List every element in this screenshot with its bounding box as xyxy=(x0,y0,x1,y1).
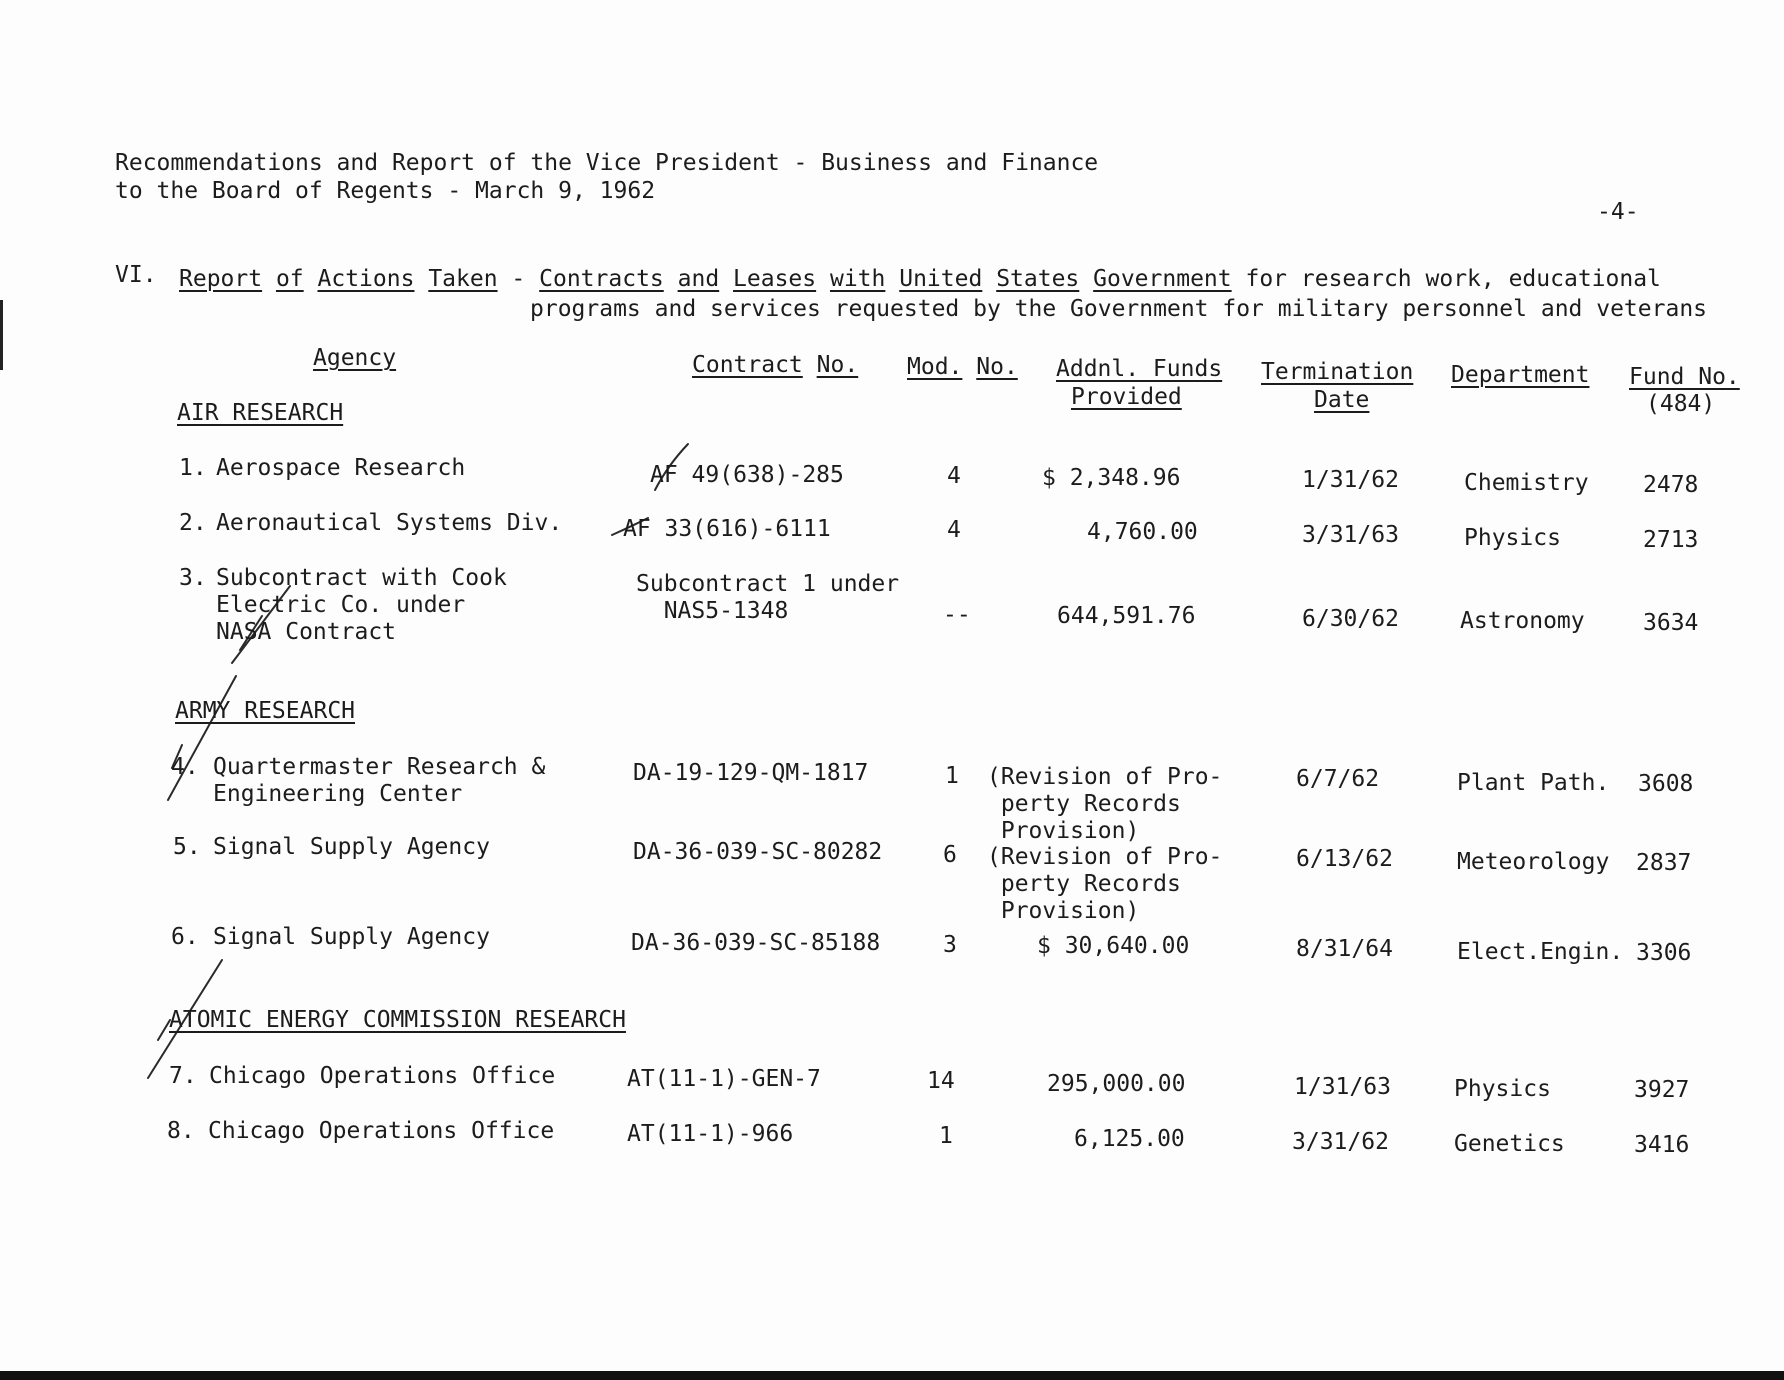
row-mod: 3 xyxy=(943,932,957,958)
col-header-contract-no xyxy=(692,352,858,379)
row-funds: 4,760.00 xyxy=(1087,519,1198,545)
row-number: 3. xyxy=(179,565,207,591)
col-header-no-word: No. xyxy=(976,354,1018,380)
row-number: 1. xyxy=(179,455,207,481)
row-funds: (Revision of Pro- perty Records Provision) xyxy=(987,764,1223,844)
row-department: Chemistry xyxy=(1464,470,1589,496)
section-title-word: Taken xyxy=(428,266,498,292)
row-fund-no: 2713 xyxy=(1643,527,1699,553)
row-mod: 6 xyxy=(943,842,957,868)
section-title-word: States xyxy=(996,266,1080,292)
row-date: 6/30/62 xyxy=(1302,606,1399,632)
col-header-provided: Provided xyxy=(1071,384,1182,410)
col-header-agency: Agency xyxy=(313,345,397,371)
group-heading: ATOMIC ENERGY COMMISSION RESEARCH xyxy=(169,1007,626,1033)
section-title-word: Government xyxy=(1093,266,1232,292)
row-contract: AT(11-1)-966 xyxy=(627,1121,794,1147)
row-funds: 6,125.00 xyxy=(1074,1126,1185,1152)
row-mod: 4 xyxy=(947,463,961,489)
row-fund-no: 3634 xyxy=(1643,610,1699,636)
row-date: 8/31/64 xyxy=(1296,936,1393,962)
row-funds: $ 2,348.96 xyxy=(1042,465,1181,491)
col-header-addnl-funds: Addnl. Funds xyxy=(1056,356,1223,382)
row-agency: Signal Supply Agency xyxy=(213,924,490,950)
group-heading: ARMY RESEARCH xyxy=(175,698,356,724)
row-date: 6/7/62 xyxy=(1296,766,1380,792)
row-agency: Aeronautical Systems Div. xyxy=(216,510,563,536)
row-date: 6/13/62 xyxy=(1296,846,1393,872)
row-mod: 14 xyxy=(927,1068,955,1094)
row-mod: 4 xyxy=(947,517,961,543)
row-contract: Subcontract 1 under NAS5-1348 xyxy=(636,571,900,624)
row-mod: 1 xyxy=(939,1123,953,1149)
section-title-word: Contracts xyxy=(539,266,664,292)
row-number: 7. xyxy=(169,1063,197,1089)
row-agency: Signal Supply Agency xyxy=(213,834,490,860)
row-contract: AT(11-1)-GEN-7 xyxy=(627,1066,821,1092)
row-number: 8. xyxy=(167,1118,195,1144)
row-number: 5. xyxy=(173,834,201,860)
section-title-word: Actions xyxy=(317,266,415,292)
row-fund-no: 3608 xyxy=(1638,771,1694,797)
row-department: Genetics xyxy=(1454,1131,1565,1157)
page-number: -4- xyxy=(1597,199,1639,225)
row-agency: Chicago Operations Office xyxy=(208,1118,555,1144)
row-contract: DA-36-039-SC-85188 xyxy=(631,930,881,956)
section-title-word: and xyxy=(677,266,720,292)
col-header-fund-484: (484) xyxy=(1646,391,1716,417)
row-funds: (Revision of Pro- perty Records Provision) xyxy=(987,844,1223,924)
section-title-word: United xyxy=(899,266,983,292)
row-fund-no: 2478 xyxy=(1643,472,1699,498)
row-number: 4. xyxy=(171,754,199,780)
section-title-word: of xyxy=(275,266,304,292)
row-department: Elect.Engin. xyxy=(1457,939,1624,965)
row-department: Physics xyxy=(1454,1076,1551,1102)
row-funds: 644,591.76 xyxy=(1057,603,1196,629)
col-header-fund-no: Fund No. xyxy=(1629,364,1740,390)
section-title-tail: for research work, educational xyxy=(1245,266,1661,292)
col-header-no-word: No. xyxy=(816,352,859,378)
section-numeral: VI. xyxy=(115,262,157,288)
row-agency: Subcontract with Cook Electric Co. under NASA Contract xyxy=(216,565,507,645)
row-date: 3/31/62 xyxy=(1292,1129,1389,1155)
row-agency: Aerospace Research xyxy=(216,455,466,481)
col-header-department: Department xyxy=(1451,362,1590,388)
row-mod: 1 xyxy=(945,763,959,789)
row-number: 6. xyxy=(171,924,199,950)
row-department: Plant Path. xyxy=(1457,770,1610,796)
section-title-dash: - xyxy=(511,266,526,292)
row-number: 2. xyxy=(179,510,207,536)
row-contract: DA-36-039-SC-80282 xyxy=(633,839,883,865)
section-subtitle: programs and services requested by the Government for military personnel and veterans xyxy=(530,296,1708,322)
row-fund-no: 2837 xyxy=(1636,850,1692,876)
row-contract: AF 33(616)-6111 xyxy=(623,516,831,542)
row-agency: Chicago Operations Office xyxy=(209,1063,556,1089)
section-title-word: Report xyxy=(179,266,263,292)
row-department: Astronomy xyxy=(1460,608,1585,634)
col-header-mod-no xyxy=(907,354,1018,381)
report-title-line-2: to the Board of Regents - March 9, 1962 xyxy=(115,178,656,204)
section-title xyxy=(179,266,1661,293)
row-date: 3/31/63 xyxy=(1302,522,1399,548)
row-date: 1/31/62 xyxy=(1302,467,1399,493)
row-funds: 295,000.00 xyxy=(1047,1071,1186,1097)
row-department: Physics xyxy=(1464,525,1561,551)
row-fund-no: 3927 xyxy=(1634,1077,1690,1103)
section-title-word: Leases xyxy=(733,266,817,292)
row-fund-no: 3416 xyxy=(1634,1132,1690,1158)
col-header-contract-word: Contract xyxy=(692,352,803,378)
col-header-termination: Termination xyxy=(1261,359,1414,385)
row-contract: DA-19-129-QM-1817 xyxy=(633,760,869,786)
row-mod: -- xyxy=(943,602,971,628)
report-title-line-1: Recommendations and Report of the Vice President - Business and Finance xyxy=(115,150,1099,176)
group-heading: AIR RESEARCH xyxy=(177,400,344,426)
col-header-date: Date xyxy=(1314,387,1370,413)
col-header-mod-word: Mod. xyxy=(907,354,963,380)
row-contract: AF 49(638)-285 xyxy=(650,462,844,488)
row-date: 1/31/63 xyxy=(1294,1074,1391,1100)
row-department: Meteorology xyxy=(1457,849,1610,875)
section-title-word: with xyxy=(829,266,886,292)
row-fund-no: 3306 xyxy=(1636,940,1692,966)
row-funds: $ 30,640.00 xyxy=(1037,933,1190,959)
row-agency: Quartermaster Research & Engineering Center xyxy=(213,754,546,807)
